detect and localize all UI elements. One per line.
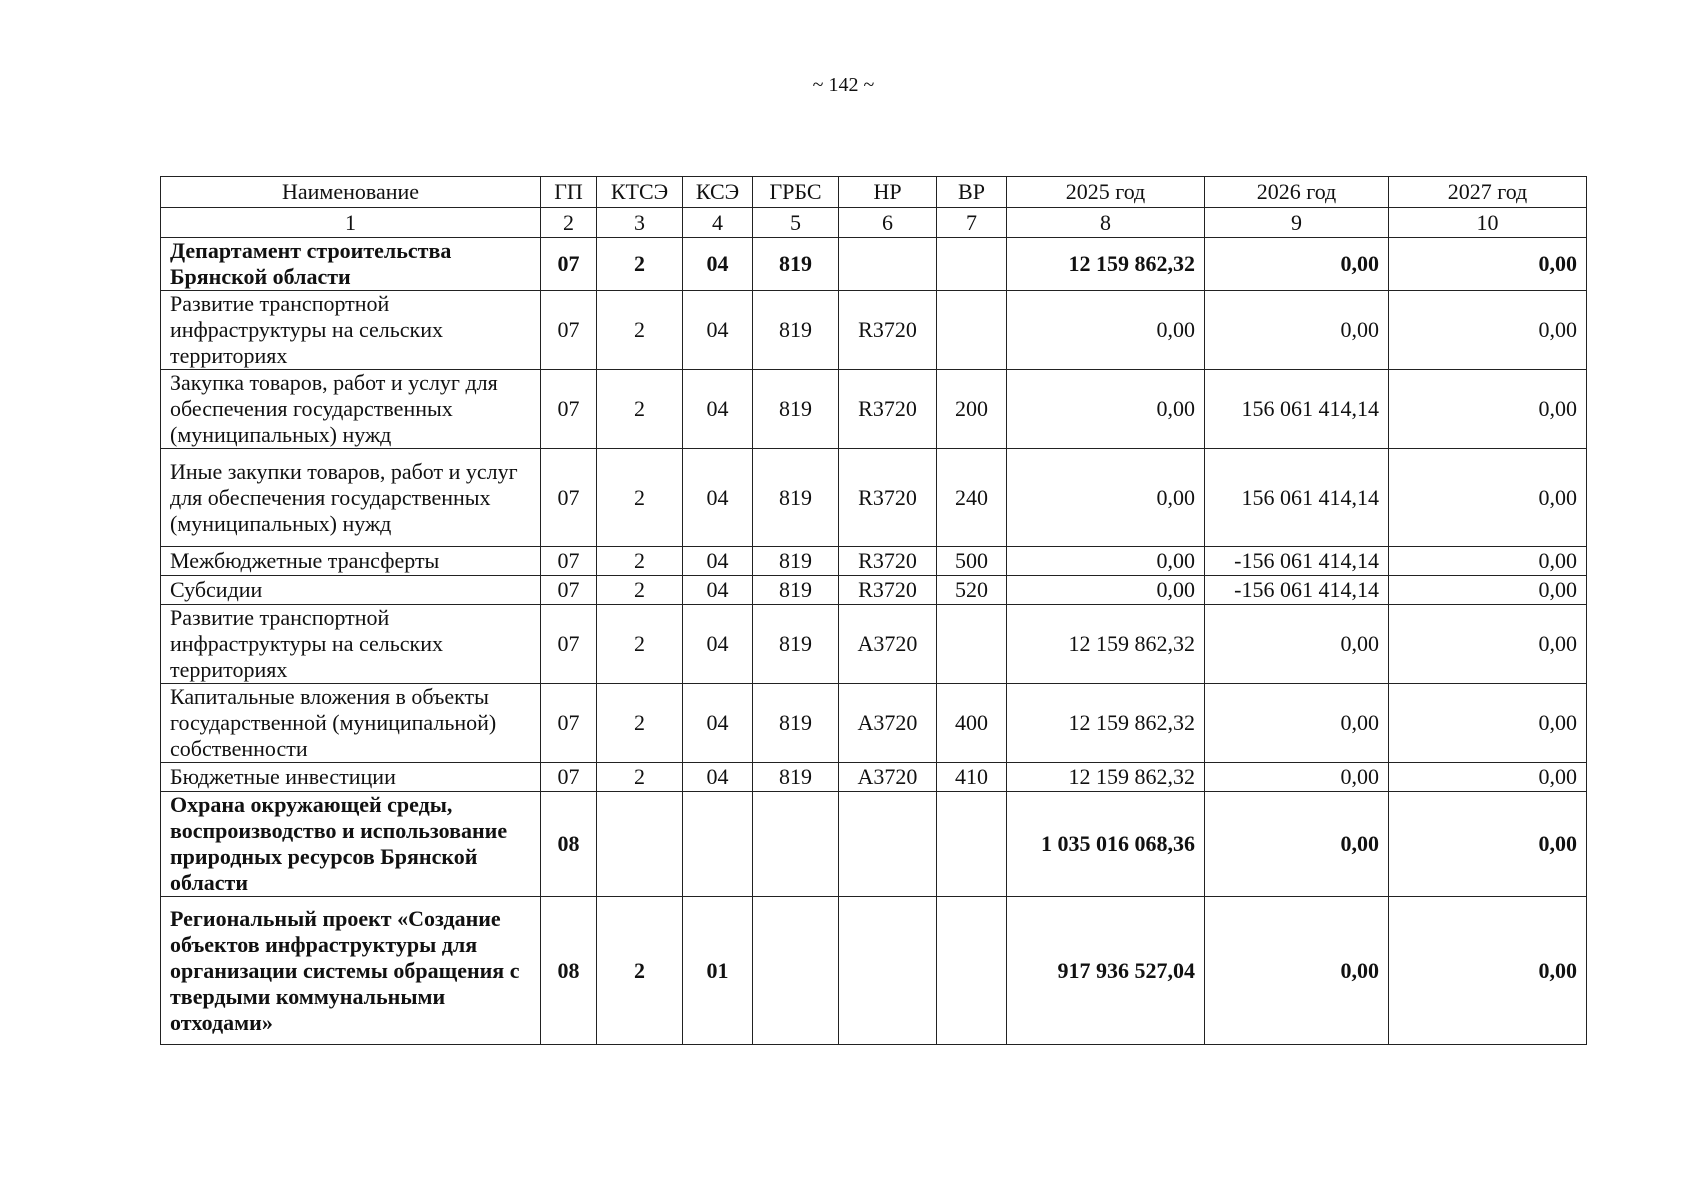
cell-2027: 0,00: [1389, 792, 1587, 897]
table-row: [161, 792, 1587, 897]
cell-kse: 04: [683, 370, 753, 449]
cell-2025: 917 936 527,04: [1007, 897, 1205, 1045]
cell-2025: 0,00: [1007, 370, 1205, 449]
cell-nr: А3720: [839, 684, 937, 763]
column-number: 4: [683, 208, 753, 238]
cell-2027: 0,00: [1389, 576, 1587, 605]
cell-vr: [937, 291, 1007, 370]
header-row: [161, 177, 1587, 208]
cell-name: Департамент строительства Брянской области: [161, 238, 541, 291]
cell-nr: R3720: [839, 576, 937, 605]
column-number: 7: [937, 208, 1007, 238]
cell-2026: 0,00: [1205, 684, 1389, 763]
cell-ktse: 2: [597, 897, 683, 1045]
cell-name: Региональный проект «Создание объектов инфраструктуры для организации системы обращения с твердыми коммунальными отходами»: [161, 897, 541, 1045]
cell-vr: 240: [937, 449, 1007, 547]
table-row: [161, 576, 1587, 605]
cell-name: Межбюджетные трансферты: [161, 547, 541, 576]
cell-name: Развитие транспортной инфраструктуры на сельских территориях: [161, 605, 541, 684]
cell-2026: -156 061 414,14: [1205, 547, 1389, 576]
cell-nr: R3720: [839, 449, 937, 547]
column-number: 8: [1007, 208, 1205, 238]
table-row: [161, 547, 1587, 576]
table-row: [161, 238, 1587, 291]
cell-name: Субсидии: [161, 576, 541, 605]
cell-vr: [937, 897, 1007, 1045]
cell-name: Развитие транспортной инфраструктуры на сельских территориях: [161, 291, 541, 370]
budget-table: [160, 176, 1587, 1045]
cell-grbs: 819: [753, 763, 839, 792]
page-number: ~ 142 ~: [812, 74, 875, 96]
cell-ktse: 2: [597, 684, 683, 763]
cell-2025: 12 159 862,32: [1007, 763, 1205, 792]
cell-2026: 0,00: [1205, 763, 1389, 792]
cell-gp: 07: [541, 605, 597, 684]
cell-gp: 08: [541, 897, 597, 1045]
cell-nr: А3720: [839, 605, 937, 684]
cell-kse: 04: [683, 763, 753, 792]
cell-grbs: [753, 792, 839, 897]
cell-ktse: 2: [597, 449, 683, 547]
cell-name: Охрана окружающей среды, воспроизводство и использование природных ресурсов Брянской области: [161, 792, 541, 897]
cell-2027: 0,00: [1389, 238, 1587, 291]
cell-grbs: [753, 897, 839, 1045]
cell-gp: 07: [541, 370, 597, 449]
cell-gp: 07: [541, 547, 597, 576]
column-number: 10: [1389, 208, 1587, 238]
column-number: 6: [839, 208, 937, 238]
cell-gp: 07: [541, 576, 597, 605]
cell-2025: 0,00: [1007, 576, 1205, 605]
cell-grbs: 819: [753, 684, 839, 763]
cell-2025: 0,00: [1007, 449, 1205, 547]
cell-2026: 0,00: [1205, 897, 1389, 1045]
header-ktse: КТСЭ: [597, 177, 683, 208]
table-row: [161, 370, 1587, 449]
cell-vr: 410: [937, 763, 1007, 792]
cell-name: Иные закупки товаров, работ и услуг для обеспечения государственных (муниципальных) нужд: [161, 449, 541, 547]
cell-grbs: 819: [753, 605, 839, 684]
cell-kse: 04: [683, 291, 753, 370]
header-2025: 2025 год: [1007, 177, 1205, 208]
cell-nr: [839, 238, 937, 291]
cell-gp: 07: [541, 449, 597, 547]
column-number-row: [161, 208, 1587, 238]
cell-ktse: [597, 792, 683, 897]
cell-name: Капитальные вложения в объекты государственной (муниципальной) собственности: [161, 684, 541, 763]
cell-ktse: 2: [597, 370, 683, 449]
cell-2025: 0,00: [1007, 291, 1205, 370]
header-kse: КСЭ: [683, 177, 753, 208]
cell-2025: 12 159 862,32: [1007, 238, 1205, 291]
cell-nr: [839, 792, 937, 897]
cell-name: Закупка товаров, работ и услуг для обеспечения государственных (муниципальных) нужд: [161, 370, 541, 449]
cell-gp: 07: [541, 763, 597, 792]
header-grbs: ГРБС: [753, 177, 839, 208]
cell-grbs: 819: [753, 449, 839, 547]
cell-vr: [937, 605, 1007, 684]
cell-2027: 0,00: [1389, 370, 1587, 449]
cell-nr: R3720: [839, 291, 937, 370]
cell-kse: 04: [683, 605, 753, 684]
cell-grbs: 819: [753, 370, 839, 449]
cell-name: Бюджетные инвестиции: [161, 763, 541, 792]
cell-2027: 0,00: [1389, 449, 1587, 547]
cell-ktse: 2: [597, 605, 683, 684]
column-number: 1: [161, 208, 541, 238]
cell-2025: 1 035 016 068,36: [1007, 792, 1205, 897]
header-name: Наименование: [161, 177, 541, 208]
cell-vr: 500: [937, 547, 1007, 576]
cell-kse: 04: [683, 238, 753, 291]
cell-2026: 0,00: [1205, 605, 1389, 684]
cell-kse: 04: [683, 576, 753, 605]
header-vr: ВР: [937, 177, 1007, 208]
table-row: [161, 763, 1587, 792]
column-number: 2: [541, 208, 597, 238]
cell-vr: [937, 238, 1007, 291]
cell-nr: А3720: [839, 763, 937, 792]
cell-2025: 0,00: [1007, 547, 1205, 576]
cell-2026: 0,00: [1205, 792, 1389, 897]
cell-2027: 0,00: [1389, 763, 1587, 792]
cell-vr: 400: [937, 684, 1007, 763]
header-gp: ГП: [541, 177, 597, 208]
table-row: [161, 291, 1587, 370]
cell-gp: 08: [541, 792, 597, 897]
cell-kse: 04: [683, 449, 753, 547]
cell-2026: -156 061 414,14: [1205, 576, 1389, 605]
table-row: [161, 897, 1587, 1045]
column-number: 9: [1205, 208, 1389, 238]
cell-2027: 0,00: [1389, 547, 1587, 576]
table-row: [161, 449, 1587, 547]
cell-vr: 200: [937, 370, 1007, 449]
cell-nr: R3720: [839, 370, 937, 449]
table-row: [161, 684, 1587, 763]
header-2027: 2027 год: [1389, 177, 1587, 208]
cell-2027: 0,00: [1389, 684, 1587, 763]
cell-ktse: 2: [597, 238, 683, 291]
cell-kse: 04: [683, 684, 753, 763]
cell-ktse: 2: [597, 547, 683, 576]
cell-2027: 0,00: [1389, 605, 1587, 684]
table-row: [161, 605, 1587, 684]
cell-kse: 01: [683, 897, 753, 1045]
cell-gp: 07: [541, 684, 597, 763]
cell-grbs: 819: [753, 576, 839, 605]
header-nr: НР: [839, 177, 937, 208]
cell-2026: 156 061 414,14: [1205, 449, 1389, 547]
cell-2026: 0,00: [1205, 291, 1389, 370]
cell-ktse: 2: [597, 763, 683, 792]
cell-nr: [839, 897, 937, 1045]
column-number: 5: [753, 208, 839, 238]
cell-grbs: 819: [753, 547, 839, 576]
cell-kse: [683, 792, 753, 897]
header-2026: 2026 год: [1205, 177, 1389, 208]
cell-gp: 07: [541, 238, 597, 291]
cell-2027: 0,00: [1389, 291, 1587, 370]
column-number: 3: [597, 208, 683, 238]
cell-vr: [937, 792, 1007, 897]
cell-grbs: 819: [753, 238, 839, 291]
cell-vr: 520: [937, 576, 1007, 605]
cell-ktse: 2: [597, 291, 683, 370]
cell-2026: 0,00: [1205, 238, 1389, 291]
cell-nr: R3720: [839, 547, 937, 576]
cell-ktse: 2: [597, 576, 683, 605]
cell-2025: 12 159 862,32: [1007, 605, 1205, 684]
cell-gp: 07: [541, 291, 597, 370]
cell-kse: 04: [683, 547, 753, 576]
cell-2025: 12 159 862,32: [1007, 684, 1205, 763]
cell-grbs: 819: [753, 291, 839, 370]
cell-2026: 156 061 414,14: [1205, 370, 1389, 449]
cell-2027: 0,00: [1389, 897, 1587, 1045]
